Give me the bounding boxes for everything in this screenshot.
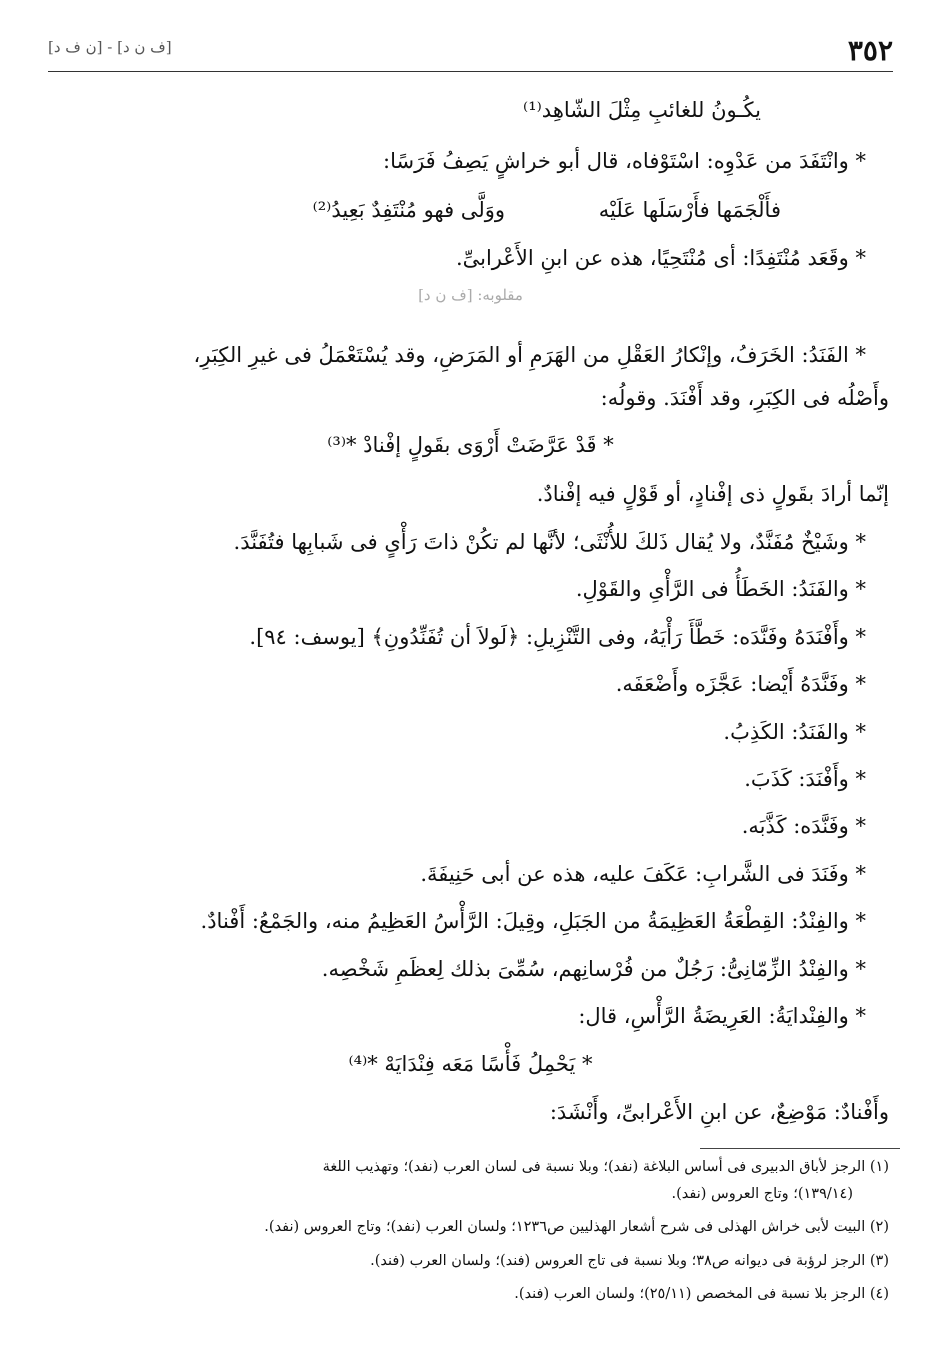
verse-line-7: * قَدْ عَرَّضَتْ أَرْوَى بقَولٍ إفْنادْ *⁽³⁾ bbox=[327, 433, 614, 457]
header-rule bbox=[48, 71, 893, 72]
footnote-3: (٣) الرجز لرؤبة فى ديوانه ص٣٨؛ وبلا نسبة فى تاج العروس (فند)؛ ولسان العرب (فند). bbox=[370, 1253, 889, 1269]
running-head: [ن ف د] - [ف ن د] bbox=[48, 38, 172, 56]
entry-line-18: * والفِنْدُ الزِّمّانِىُّ: رَجُلٌ من فُرْسانِهم، سُمِّىَ بذلك لِعظَمِ شَخْصِه. bbox=[321, 957, 866, 981]
section-heading: مقلوبه: [ف ن د] bbox=[418, 286, 523, 304]
entry-line-17: * والفِنْدُ: القِطْعَةُ العَظِيمَةُ من الجَبَلِ، وقِيلَ: الرَّأْسُ العَظِيمُ منه، والجَمْعُ: أَفْنادٌ. bbox=[200, 909, 866, 933]
entry-line-12: * وفَنَّدَهُ أَيْضا: عَجَّزَه وأَضْعَفَه. bbox=[615, 672, 866, 696]
verse-second-hemistich: ووَلَّى فهو مُنْتَفِدٌ بَعِيدُ⁽²⁾ bbox=[312, 198, 505, 222]
entry-line-10: * والفَنَدُ: الخَطَأُ فى الرَّأْىِ والقَوْلِ. bbox=[575, 577, 866, 601]
entry-line-16: * وفَنَدَ فى الشَّرابِ: عَكَفَ عليه، هذه عن أبى حَنِيفَةَ. bbox=[420, 862, 866, 886]
entry-line-14: * وأَفْنَدَ: كَذَبَ. bbox=[744, 767, 866, 791]
entry-line-21: وأَفْنادٌ: مَوْضِعٌ، عن ابنِ الأَعْرابىِّ، وأَنْشَدَ: bbox=[549, 1100, 889, 1124]
footnote-1: (١) الرجز لأباق الدبيرى فى أساس البلاغة (نفد)؛ وبلا نسبة فى لسان العرب (نفد)؛ وتهذيب اللغة bbox=[322, 1159, 889, 1175]
entry-line-5: * الفَنَدُ: الخَرَفُ، وإنْكارُ العَقْلِ من الهَرَمِ أو المَرَضِ، وقد يُسْتَعْمَلُ فى غيرِ الكِبَرِ، bbox=[193, 343, 866, 367]
verse-first-hemistich: فأَلْجَمَها فأَرْسَلَها عَلَيْه bbox=[598, 198, 781, 222]
page-number: ٣٥٢ bbox=[847, 34, 893, 67]
entry-line-6: وأَصْلُه فى الكِبَرِ، وقد أَفْنَدَ. وقولُه: bbox=[600, 386, 889, 410]
footnote-4: (٤) الرجز بلا نسبة فى المخصص (٢٥/١١)؛ ولسان العرب (فند). bbox=[514, 1286, 889, 1302]
entry-line-15: * وفَنَّدَه: كَذَّبَه. bbox=[741, 814, 866, 838]
entry-line-11: * وأَفْنَدَهُ وفَنَّدَه: خَطَّأَ رَأْيَهُ، وفى التَّنْزِيلِ: ﴿لَولاَ أن تُفَنِّدُونِ﴾ [يوسف: ٩٤]. bbox=[249, 625, 866, 649]
entry-line-2: * وانْتَفَدَ من عَدْوِه: اسْتَوْفاه، قال أبو خراشٍ يَصِفُ فَرَسًا: bbox=[383, 149, 866, 173]
entry-line-4: * وقَعَد مُنْتَفِدًا: أى مُنْتَحِيًا، هذه عن ابنِ الأَعْرابىِّ. bbox=[455, 246, 866, 270]
verse-line-20: * يَحْمِلُ فَأْسًا مَعَه فِنْدَايَهْ *⁽⁴⁾ bbox=[348, 1052, 593, 1076]
footnote-2: (٢) البيت لأبى خراش الهذلى فى شرح أشعار الهذليين ص١٢٣٦؛ ولسان العرب (نفد)؛ وتاج العروس (نفد). bbox=[264, 1219, 889, 1235]
page-header bbox=[48, 28, 893, 72]
entry-line-9: * وشَيْخٌ مُفَنَّدٌ، ولا يُقال ذَلكَ للأُنْثَى؛ لأنَّها لم تكُنْ ذاتَ رَأْىٍ فى شَبابِها فتُفَنَّدَ. bbox=[233, 530, 866, 554]
verse-line-1: يكُـونُ للغائبِ مِثْلَ الشّاهِد⁽¹⁾ bbox=[523, 98, 761, 122]
footnote-rule bbox=[700, 1148, 900, 1149]
entry-line-19: * والفِنْدايَةُ: العَرِيضَةُ الرَّأْسِ، قال: bbox=[578, 1004, 866, 1028]
footnote-1-continued: (١٣٩/١٤)؛ وتاج العروس (نفد). bbox=[671, 1186, 853, 1202]
entry-line-8: إنّما أرادَ بقَولٍ ذى إفْنادٍ، أو قَوْلٍ فيه إفْنادٌ. bbox=[536, 482, 889, 506]
entry-line-13: * والفَنَدُ: الكَذِبُ. bbox=[723, 720, 866, 744]
